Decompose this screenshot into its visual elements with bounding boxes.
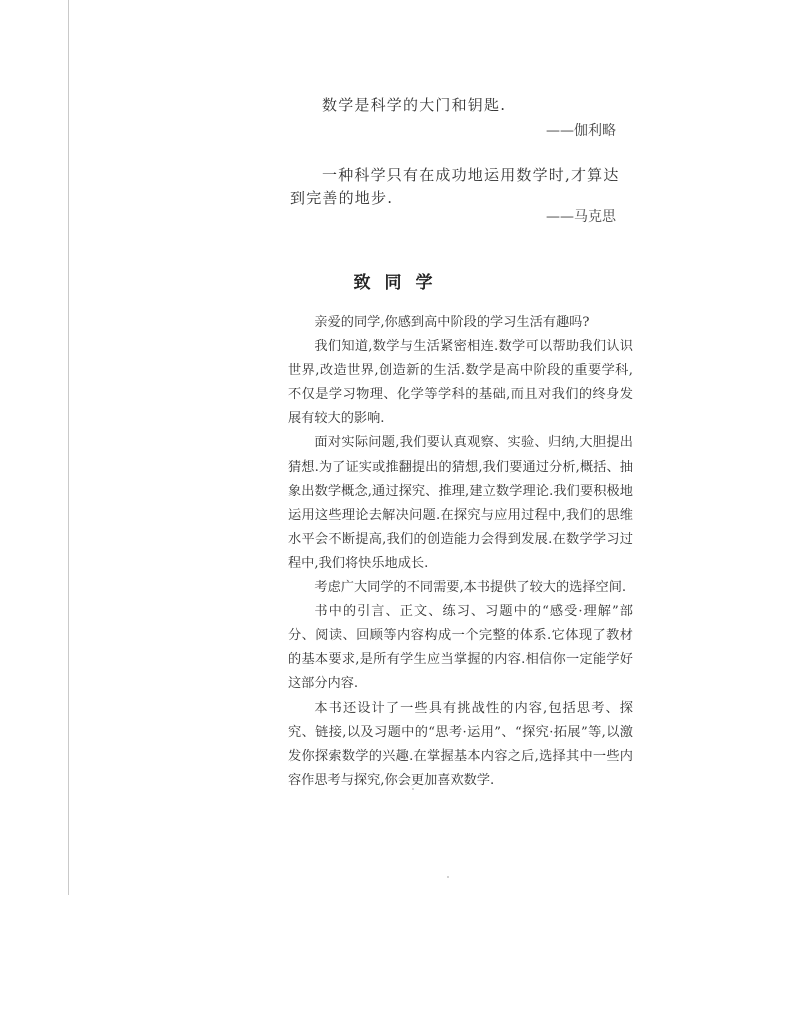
paragraph: 考虑广大同学的不同需要,本书提供了较大的选择空间. bbox=[314, 580, 627, 596]
page-edge-line bbox=[68, 0, 69, 895]
paragraph: 面对实际问题,我们要认真观察、实验、归纳,大胆提出猜想.为了证实或推翻提出的猜想,我们要通过分析,概括、抽象出数学概念,通过探究、推理,建立数学理论.我们要积极地运用这些理论去解决问题.在探究与应用过程中,我们的思维水平会不断提高,我们的创造能力会得到发展.在数学学习过程中,我们将快乐地成长. bbox=[288, 435, 633, 571]
quote-text: 一种科学只有在成功地运用数学时,才算达 bbox=[322, 166, 620, 184]
quote-text: 到完善的地步. bbox=[290, 189, 394, 207]
paragraph: 本书还设计了一些具有挑战性的内容,包括思考、探究、链接,以及习题中的“思考·运用”、“探究·拓展”等,以激发你探索数学的兴趣.在掌握基本内容之后,选择其中一些内容作思考与探究,你会更加喜欢数学. bbox=[288, 700, 633, 788]
quote-author: ——伽利略 bbox=[546, 123, 616, 139]
quote-author: ——马克思 bbox=[546, 209, 616, 225]
paragraph: 我们知道,数学与生活紧密相连.数学可以帮助我们认识世界,改造世界,创造新的生活.数学是高中阶段的重要学科,不仅是学习物理、化学等学科的基础,而且对我们的终身发展有较大的影响. bbox=[288, 339, 633, 427]
scan-speck bbox=[447, 876, 449, 878]
letter-body bbox=[288, 311, 633, 793]
quote-text: 数学是科学的大门和钥匙. bbox=[322, 96, 507, 114]
page-title: 致同学 bbox=[353, 273, 447, 293]
paragraph: 书中的引言、正文、练习、习题中的“感受·理解”部分、阅读、回顾等内容构成一个完整的体系.它体现了教材的基本要求,是所有学生应当掌握的内容.相信你一定能学好这部分内容. bbox=[288, 604, 633, 692]
paragraph: 亲爱的同学,你感到高中阶段的学习生活有趣吗? bbox=[314, 315, 590, 330]
scan-speck bbox=[412, 788, 414, 790]
